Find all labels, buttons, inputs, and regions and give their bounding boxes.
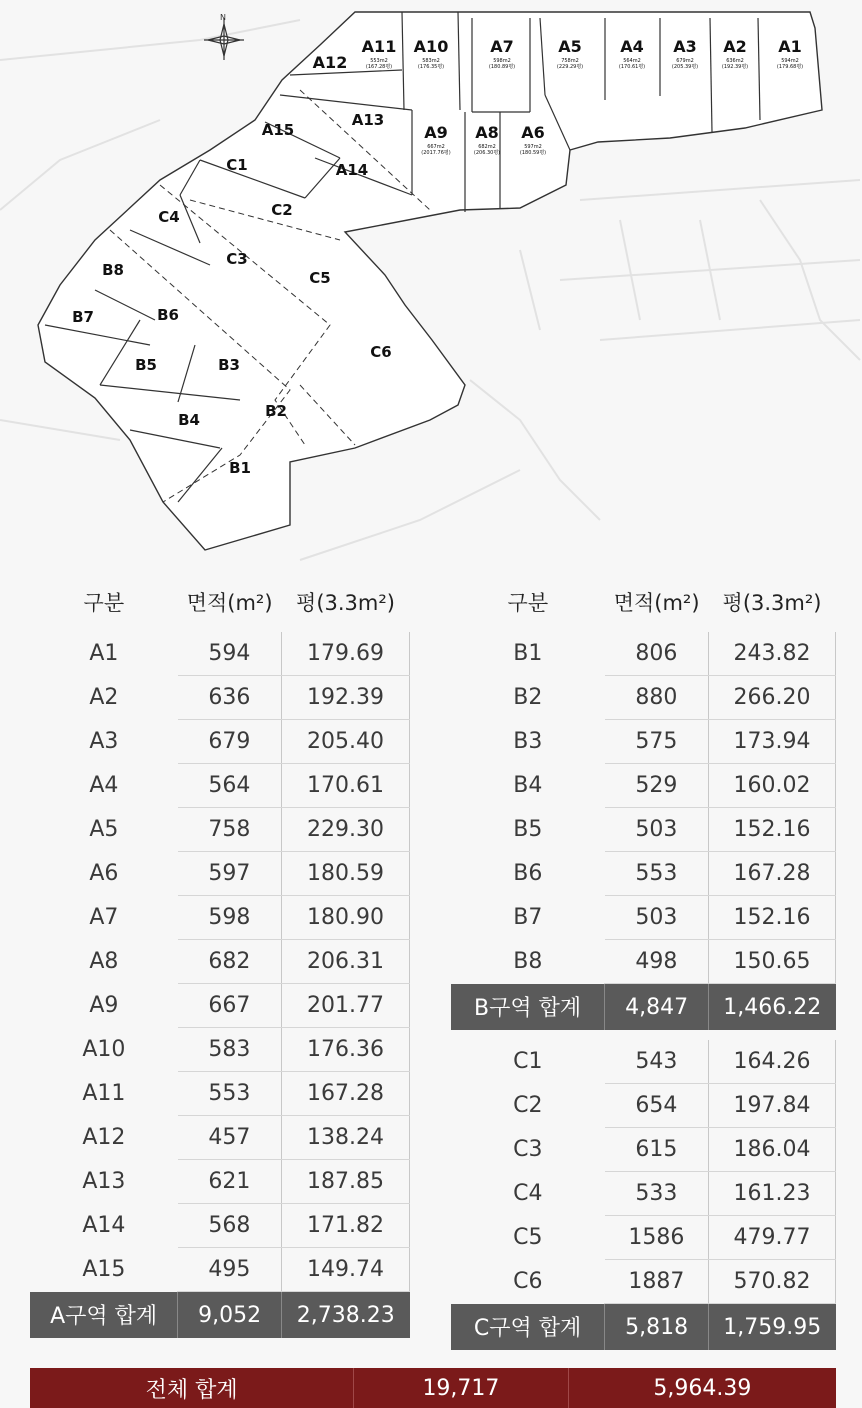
cell-category: A8 <box>89 949 119 974</box>
lot-area-a6: 597m2 <box>524 144 542 150</box>
cell-category: C6 <box>513 1269 543 1294</box>
cell-category: A15 <box>82 1257 126 1282</box>
cell-pyeong: 167.28 <box>282 1072 410 1116</box>
cell-area: 594 <box>178 632 282 676</box>
lot-pyeong-a1: (179.68평) <box>776 64 804 70</box>
lot-area-a11: 553m2 <box>370 58 388 64</box>
cell-category: A1 <box>89 641 119 667</box>
table-row <box>451 896 836 940</box>
cell-category: C1 <box>513 1049 543 1075</box>
cell-category: A11 <box>82 1081 126 1106</box>
cell-area: 553 <box>605 852 709 896</box>
cell-category: A9 <box>89 993 119 1018</box>
site-outline <box>38 12 822 550</box>
table-row <box>30 896 410 940</box>
table-row <box>30 676 410 720</box>
table-row <box>30 1204 410 1248</box>
cell-pyeong: 164.26 <box>709 1040 836 1084</box>
header-pyeong: 평(3.3m²) <box>296 591 395 615</box>
cell-pyeong: 201.77 <box>282 984 410 1028</box>
cell-category: B7 <box>513 905 543 930</box>
cell-area: 503 <box>605 896 709 940</box>
cell-area: 682 <box>178 940 282 984</box>
subtotal-row <box>451 1304 836 1351</box>
cell-pyeong: 149.74 <box>282 1248 410 1292</box>
cell-area: 667 <box>178 984 282 1028</box>
table-row <box>451 1216 836 1260</box>
cell-area: 598 <box>178 896 282 940</box>
lot-label-c4: C4 <box>158 208 180 226</box>
lot-pyeong-a3: (205.39평) <box>671 64 699 70</box>
grand-total-bar <box>30 1368 836 1408</box>
table-row <box>451 632 836 676</box>
table-row <box>30 720 410 764</box>
cell-pyeong: 243.82 <box>709 632 836 676</box>
cell-area: 597 <box>178 852 282 896</box>
cell-area: 553 <box>178 1072 282 1116</box>
cell-area: 654 <box>605 1084 709 1128</box>
lot-label-a6: A6 <box>521 123 545 142</box>
lot-pyeong-a9: (2017.76평) <box>421 150 451 156</box>
table-row <box>451 852 836 896</box>
cell-area: 806 <box>605 632 709 676</box>
lot-area-a8: 682m2 <box>478 144 496 150</box>
lot-label-b3: B3 <box>218 356 240 374</box>
lot-label-a2: A2 <box>723 37 747 56</box>
table-row <box>451 1172 836 1216</box>
lot-label-a10: A10 <box>413 37 449 56</box>
area-table-left <box>30 572 410 1338</box>
cell-category: A7 <box>89 905 119 930</box>
cell-pyeong: 206.31 <box>282 940 410 984</box>
table-row <box>30 808 410 852</box>
cell-pyeong: 138.24 <box>282 1116 410 1160</box>
header-pyeong: 평(3.3m²) <box>722 591 822 615</box>
table-row <box>30 1028 410 1072</box>
cell-category: A14 <box>82 1213 126 1238</box>
cell-pyeong: 170.61 <box>282 764 410 808</box>
cell-category: A5 <box>89 817 119 842</box>
lot-area-a4: 564m2 <box>623 58 641 64</box>
subtotal-area: 4,847 <box>605 984 709 1031</box>
cell-area: 529 <box>605 764 709 808</box>
subtotal-pyeong: 1,759.95 <box>709 1304 836 1351</box>
cell-area: 583 <box>178 1028 282 1072</box>
table-row <box>30 1072 410 1116</box>
subtotal-label: C구역 합계 <box>451 1304 605 1351</box>
table-row <box>30 632 410 676</box>
lot-pyeong-a10: (176.35평) <box>417 64 445 70</box>
table-row <box>451 764 836 808</box>
cell-pyeong: 479.77 <box>709 1216 836 1260</box>
table-row <box>30 1116 410 1160</box>
header-area: 면적(m²) <box>613 591 700 615</box>
lot-label-a12: A12 <box>312 53 348 72</box>
cell-category: A4 <box>89 773 119 798</box>
lot-label-a1: A1 <box>778 37 802 56</box>
table-row <box>451 1128 836 1172</box>
compass-icon <box>204 13 244 60</box>
subtotal-area: 9,052 <box>178 1292 282 1339</box>
lot-area-a5: 758m2 <box>561 58 579 64</box>
lot-pyeong-a2: (192.39평) <box>721 64 749 70</box>
table-row <box>451 808 836 852</box>
lot-label-a8: A8 <box>475 123 499 142</box>
lot-label-b5: B5 <box>135 356 157 374</box>
lot-label-a9: A9 <box>424 123 448 142</box>
header-area: 면적(m²) <box>186 591 273 615</box>
lot-label-a11: A11 <box>361 37 397 56</box>
cell-area: 636 <box>178 676 282 720</box>
cell-area: 498 <box>605 940 709 984</box>
cell-category: B5 <box>513 817 543 842</box>
table-row <box>451 940 836 984</box>
table-spacer <box>451 1030 836 1040</box>
lot-pyeong-a6: (180.59평) <box>519 150 547 156</box>
table-row <box>451 1260 836 1304</box>
cell-area: 575 <box>605 720 709 764</box>
table-row <box>30 940 410 984</box>
subtotal-label: B구역 합계 <box>451 984 605 1031</box>
table-row <box>451 1084 836 1128</box>
lot-label-a7: A7 <box>490 37 514 56</box>
grand-total-area: 19,717 <box>354 1368 568 1408</box>
cell-pyeong: 229.30 <box>282 808 410 852</box>
cell-pyeong: 205.40 <box>282 720 410 764</box>
grand-total-label: 전체 합계 <box>30 1368 354 1408</box>
subtotal-row <box>30 1292 410 1339</box>
lot-label-a15: A15 <box>261 121 295 139</box>
lot-pyeong-a5: (229.29평) <box>556 64 584 70</box>
subtotal-row <box>451 984 836 1031</box>
cell-category: B2 <box>513 685 543 710</box>
cell-pyeong: 197.84 <box>709 1084 836 1128</box>
cell-area: 1586 <box>605 1216 709 1260</box>
area-table-right <box>451 572 836 1350</box>
cell-pyeong: 160.02 <box>709 764 836 808</box>
table-row <box>30 1248 410 1292</box>
cell-category: B3 <box>513 729 543 754</box>
cell-pyeong: 171.82 <box>282 1204 410 1248</box>
table-row <box>30 764 410 808</box>
cell-pyeong: 167.28 <box>709 852 836 896</box>
cell-pyeong: 192.39 <box>282 676 410 720</box>
cell-category: A12 <box>82 1125 126 1150</box>
lot-label-c6: C6 <box>370 343 392 361</box>
table-row <box>30 852 410 896</box>
cell-pyeong: 176.36 <box>282 1028 410 1072</box>
cell-pyeong: 570.82 <box>709 1260 836 1304</box>
lot-label-a4: A4 <box>620 37 644 56</box>
lot-pyeong-a7: (180.89평) <box>488 64 516 70</box>
cell-area: 621 <box>178 1160 282 1204</box>
header-category: 구분 <box>507 591 549 615</box>
cell-pyeong: 179.69 <box>282 632 410 676</box>
cell-area: 880 <box>605 676 709 720</box>
table-row <box>451 720 836 764</box>
cell-area: 679 <box>178 720 282 764</box>
lot-label-b8: B8 <box>102 261 124 279</box>
lot-label-b4: B4 <box>178 411 200 429</box>
lot-pyeong-a4: (170.61평) <box>618 64 646 70</box>
cell-category: C2 <box>513 1093 543 1118</box>
lot-label-a14: A14 <box>335 161 369 179</box>
cell-category: C3 <box>513 1137 543 1162</box>
cell-pyeong: 266.20 <box>709 676 836 720</box>
cell-pyeong: 180.59 <box>282 852 410 896</box>
cell-area: 533 <box>605 1172 709 1216</box>
cell-pyeong: 173.94 <box>709 720 836 764</box>
lot-label-c2: C2 <box>271 201 293 219</box>
cell-category: A10 <box>82 1037 126 1062</box>
cell-area: 503 <box>605 808 709 852</box>
cell-pyeong: 150.65 <box>709 940 836 984</box>
header-category: 구분 <box>83 591 125 615</box>
cell-pyeong: 186.04 <box>709 1128 836 1172</box>
cell-category: B6 <box>513 861 543 886</box>
lot-area-a1: 594m2 <box>781 58 799 64</box>
table-row <box>451 1040 836 1084</box>
cell-area: 564 <box>178 764 282 808</box>
lot-label-c3: C3 <box>226 250 248 268</box>
table-row <box>451 676 836 720</box>
cell-pyeong: 161.23 <box>709 1172 836 1216</box>
lot-area-a10: 583m2 <box>422 58 440 64</box>
cell-category: A2 <box>89 685 119 710</box>
cell-category: A6 <box>89 861 119 886</box>
subtotal-pyeong: 2,738.23 <box>282 1292 410 1339</box>
cell-category: C4 <box>513 1181 543 1206</box>
lot-area-a2: 636m2 <box>726 58 744 64</box>
lot-pyeong-a8: (206.30평) <box>473 150 501 156</box>
table-row <box>30 984 410 1028</box>
grand-total-pyeong: 5,964.39 <box>653 1375 752 1401</box>
site-plan-map <box>0 0 862 570</box>
cell-pyeong: 180.90 <box>282 896 410 940</box>
lot-label-a5: A5 <box>558 37 582 56</box>
cell-pyeong: 152.16 <box>709 896 836 940</box>
lot-label-a13: A13 <box>351 111 385 129</box>
lot-label-c5: C5 <box>309 269 331 287</box>
lot-label-c1: C1 <box>226 156 248 174</box>
lot-pyeong-a11: (167.28평) <box>365 64 393 70</box>
cell-area: 1887 <box>605 1260 709 1304</box>
compass-north-label: N <box>220 13 226 22</box>
cell-category: C5 <box>513 1225 543 1250</box>
lot-label-b7: B7 <box>72 308 94 326</box>
cell-pyeong: 187.85 <box>282 1160 410 1204</box>
cell-area: 615 <box>605 1128 709 1172</box>
subtotal-pyeong: 1,466.22 <box>709 984 836 1031</box>
subtotal-label: A구역 합계 <box>30 1292 178 1339</box>
lot-label-a3: A3 <box>673 37 697 56</box>
lot-label-b2: B2 <box>265 402 287 420</box>
cell-category: B8 <box>513 949 543 974</box>
cell-pyeong: 152.16 <box>709 808 836 852</box>
cell-category: A3 <box>89 729 119 754</box>
lot-area-a9: 667m2 <box>427 144 445 150</box>
lot-area-a3: 679m2 <box>676 58 694 64</box>
cell-area: 758 <box>178 808 282 852</box>
cell-category: A13 <box>82 1169 126 1194</box>
cell-area: 457 <box>178 1116 282 1160</box>
lot-area-a7: 598m2 <box>493 58 511 64</box>
cell-area: 543 <box>605 1040 709 1084</box>
lot-label-b1: B1 <box>229 459 251 477</box>
cell-category: B1 <box>513 641 543 667</box>
cell-area: 495 <box>178 1248 282 1292</box>
lot-label-b6: B6 <box>157 306 179 324</box>
table-row <box>30 1160 410 1204</box>
subtotal-area: 5,818 <box>605 1304 709 1351</box>
cell-category: B4 <box>513 773 543 798</box>
cell-area: 568 <box>178 1204 282 1248</box>
